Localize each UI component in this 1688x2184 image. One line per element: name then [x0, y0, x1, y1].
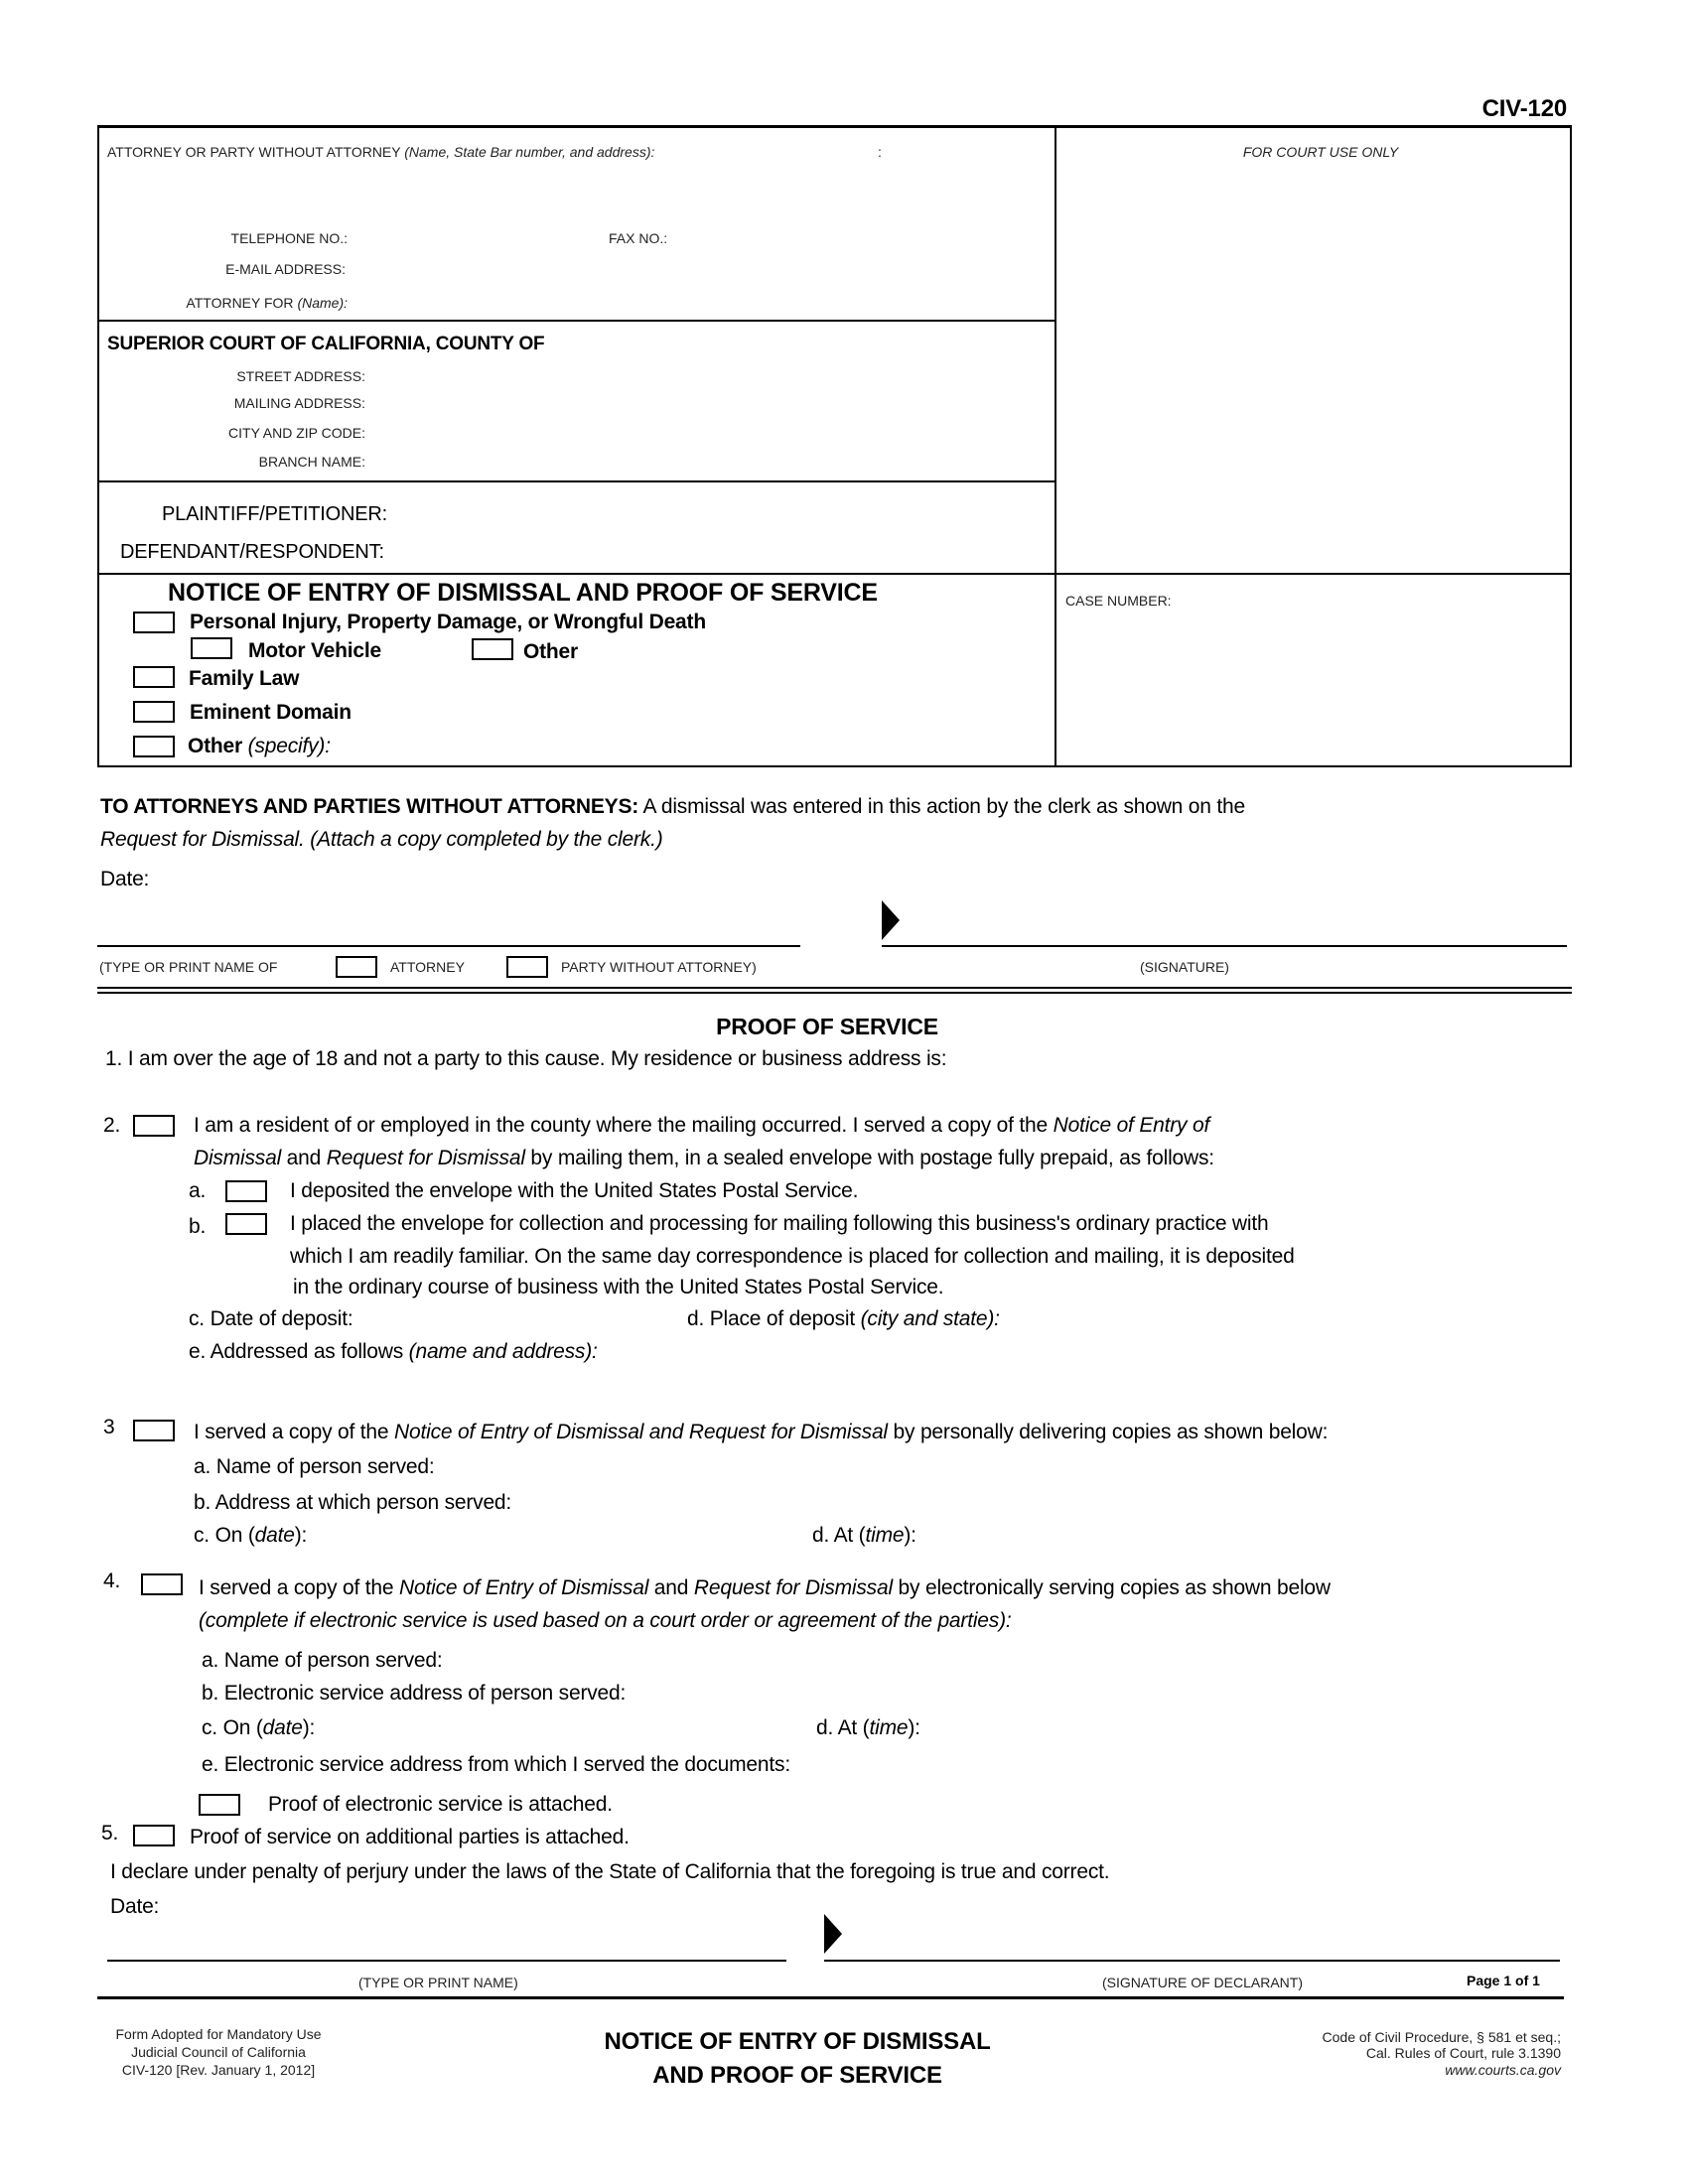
addressed-as-follows-label[interactable]: e. Addressed as follows (name and address): [189, 1340, 598, 1363]
case-number-label[interactable]: CASE NUMBER: [1065, 593, 1172, 609]
attorney-colon: : [878, 144, 882, 160]
court-use-label: FOR COURT USE ONLY [1242, 144, 1399, 160]
divider [97, 987, 1572, 989]
footer-left-1: Form Adopted for Mandatory Use [115, 2026, 322, 2042]
street-address-label[interactable]: STREET ADDRESS: [236, 368, 365, 384]
item-2a-label: a. [189, 1179, 207, 1202]
item-4-text-line2: (complete if electronic service is used based on a court order or agreement of the parties): [199, 1609, 1012, 1632]
divider [1055, 125, 1056, 767]
other-pi-label: Other [523, 640, 579, 663]
personal-injury-label: Personal Injury, Property Damage, or Wrongful Death [190, 611, 706, 633]
branch-name-label[interactable]: BRANCH NAME: [258, 454, 365, 470]
notice-text: TO ATTORNEYS AND PARTIES WITHOUT ATTORNEYS: A dismissal was entered in this action by the clerk as shown on the [100, 795, 1245, 818]
type-name-label: (TYPE OR PRINT NAME) [358, 1975, 518, 1990]
mailing-address-label[interactable]: MAILING ADDRESS: [233, 395, 365, 411]
declaration-date-label[interactable]: Date: [110, 1895, 160, 1918]
attorney-label: ATTORNEY OR PARTY WITHOUT ATTORNEY (Name, State Bar number, and address): [107, 144, 655, 160]
item-2b-text-line3: in the ordinary course of business with the United States Postal Service. [293, 1276, 944, 1298]
caption-box [97, 125, 1572, 767]
divider [97, 480, 1055, 482]
item-2b-text-line2: which I am readily familiar. On the same day correspondence is placed for collection and mailing, it is deposited [290, 1245, 1295, 1268]
divider [97, 992, 1572, 994]
item-4-number: 4. [103, 1570, 121, 1592]
attorney-label: ATTORNEY [390, 959, 465, 975]
item-1: 1. I am over the age of 18 and not a party to this cause. My residence or business address is: [105, 1047, 947, 1070]
court-name: SUPERIOR COURT OF CALIFORNIA, COUNTY OF [107, 334, 545, 354]
item-2b-text: I placed the envelope for collection and processing for mailing following this business's ordinary practice with [290, 1212, 1269, 1235]
item-4c-label[interactable]: c. On (date): [202, 1716, 316, 1739]
party-without-attorney-checkbox[interactable] [506, 956, 548, 978]
place-of-deposit-label[interactable]: d. Place of deposit (city and state): [687, 1307, 1000, 1330]
proof-title: PROOF OF SERVICE [716, 1014, 938, 1039]
item-4-checkbox[interactable] [141, 1573, 183, 1595]
item-3a-label[interactable]: a. Name of person served: [194, 1455, 435, 1478]
family-law-label: Family Law [189, 667, 300, 690]
item-4e-label[interactable]: e. Electronic service address from which I served the documents: [202, 1753, 790, 1776]
plaintiff-label[interactable]: PLAINTIFF/PETITIONER: [162, 503, 387, 525]
signature-line[interactable] [882, 945, 1567, 947]
page-number: Page 1 of 1 [1467, 1973, 1540, 1988]
other-pi-checkbox[interactable] [472, 638, 513, 660]
signature-arrow-icon [824, 1914, 842, 1954]
electronic-proof-attached-label: Proof of electronic service is attached. [268, 1793, 613, 1816]
item-4d-label[interactable]: d. At (time): [816, 1716, 920, 1739]
declarant-signature-line[interactable] [824, 1960, 1560, 1962]
signature-label: (SIGNATURE) [1140, 959, 1229, 975]
item-3c-label[interactable]: c. On (date): [194, 1524, 308, 1547]
notice-date-label[interactable]: Date: [100, 868, 150, 890]
divider [97, 573, 1572, 575]
footer-divider [97, 1996, 1564, 1999]
attorney-checkbox[interactable] [336, 956, 377, 978]
notice-text-line2: Request for Dismissal. (Attach a copy completed by the clerk.) [100, 828, 663, 851]
divider [97, 320, 1055, 322]
footer-title-1: NOTICE OF ENTRY OF DISMISSAL [604, 2028, 991, 2055]
motor-vehicle-label: Motor Vehicle [248, 639, 381, 662]
name-line[interactable] [97, 945, 800, 947]
form-id: CIV-120 [1481, 95, 1567, 122]
footer-right-2: Cal. Rules of Court, rule 3.1390 [1365, 2045, 1561, 2061]
city-zip-label[interactable]: CITY AND ZIP CODE: [228, 425, 365, 441]
footer-title-2: AND PROOF OF SERVICE [652, 2062, 942, 2089]
declaration-text: I declare under penalty of perjury under the laws of the State of California that the foregoing is true and correct. [110, 1860, 1110, 1883]
personal-injury-checkbox[interactable] [133, 612, 175, 633]
telephone-label[interactable]: TELEPHONE NO.: [230, 230, 348, 246]
date-of-deposit-label[interactable]: c. Date of deposit: [189, 1307, 353, 1330]
item-2b-checkbox[interactable] [225, 1213, 267, 1235]
item-2-text-line2: Dismissal and Request for Dismissal by mailing them, in a sealed envelope with postage fully prepaid, as follows: [194, 1147, 1214, 1169]
declarant-signature-label: (SIGNATURE OF DECLARANT) [1102, 1975, 1303, 1990]
family-law-checkbox[interactable] [133, 666, 175, 688]
type-name-of-label: (TYPE OR PRINT NAME OF [99, 959, 278, 975]
item-5-number: 5. [101, 1822, 119, 1844]
attorney-for-label[interactable]: ATTORNEY FOR (Name): [186, 295, 348, 311]
party-without-attorney-label: PARTY WITHOUT ATTORNEY) [561, 959, 757, 975]
item-2b-label: b. [189, 1215, 207, 1238]
item-4-text: I served a copy of the Notice of Entry of Dismissal and Request for Dismissal by electronically serving copies as shown below [199, 1576, 1331, 1599]
email-label[interactable]: E-MAIL ADDRESS: [225, 261, 346, 277]
signature-arrow-icon [882, 900, 900, 940]
item-2a-checkbox[interactable] [225, 1180, 267, 1202]
item-3-number: 3 [103, 1416, 115, 1438]
item-2-number: 2. [103, 1114, 121, 1137]
item-4b-label[interactable]: b. Electronic service address of person served: [202, 1682, 627, 1705]
footer-left-3: CIV-120 [Rev. January 1, 2012] [121, 2062, 316, 2078]
item-3-text: I served a copy of the Notice of Entry of Dismissal and Request for Dismissal by personally delivering copies as shown below: [194, 1421, 1329, 1443]
item-5-text: Proof of service on additional parties is attached. [190, 1826, 630, 1848]
footer-website-link[interactable]: www.courts.ca.gov [1445, 2062, 1561, 2078]
declarant-name-line[interactable] [107, 1960, 786, 1962]
item-2-checkbox[interactable] [133, 1115, 175, 1137]
motor-vehicle-checkbox[interactable] [191, 637, 232, 659]
item-3d-label[interactable]: d. At (time): [812, 1524, 916, 1547]
fax-label[interactable]: FAX NO.: [609, 230, 668, 246]
eminent-domain-label: Eminent Domain [190, 701, 352, 724]
item-2a-text: I deposited the envelope with the United States Postal Service. [290, 1179, 859, 1202]
electronic-proof-attached-checkbox[interactable] [199, 1794, 240, 1816]
other-label: Other (specify): [188, 735, 331, 757]
footer-left-2: Judicial Council of California [131, 2044, 306, 2060]
item-4a-label[interactable]: a. Name of person served: [202, 1649, 443, 1672]
item-3-checkbox[interactable] [133, 1420, 175, 1441]
item-3b-label[interactable]: b. Address at which person served: [194, 1491, 512, 1514]
eminent-domain-checkbox[interactable] [133, 701, 175, 723]
item-2-text: I am a resident of or employed in the county where the mailing occurred. I served a copy of the Notice of Entry of [194, 1114, 1210, 1137]
defendant-label[interactable]: DEFENDANT/RESPONDENT: [120, 541, 384, 563]
other-checkbox[interactable] [133, 736, 175, 757]
form-title: NOTICE OF ENTRY OF DISMISSAL AND PROOF OF SERVICE [168, 579, 878, 607]
footer-right-1: Code of Civil Procedure, § 581 et seq.; [1322, 2029, 1561, 2045]
item-5-checkbox[interactable] [133, 1825, 175, 1846]
